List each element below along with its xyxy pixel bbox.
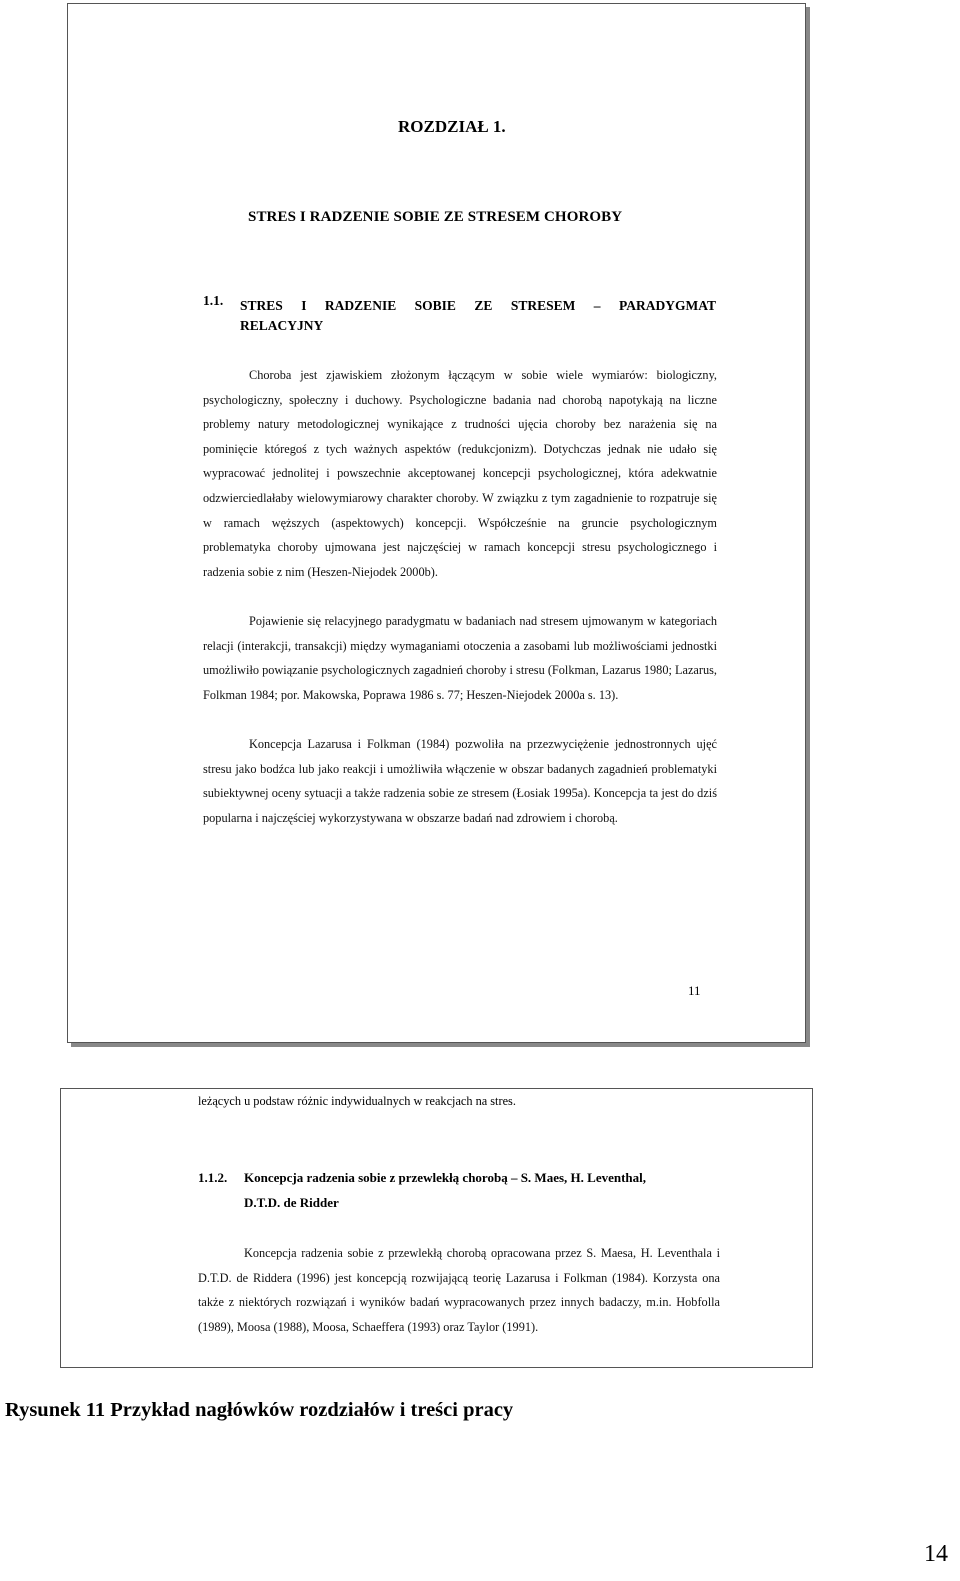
- subsection-title-line1: Koncepcja radzenia sobie z przewlekłą chorobą – S. Maes, H. Leventhal,: [244, 1170, 647, 1185]
- subsection-title-line2: D.T.D. de Ridder: [244, 1195, 339, 1210]
- continuation-line: leżących u podstaw różnic indywidualnych w reakcjach na stres.: [198, 1094, 516, 1108]
- paragraph-1: Choroba jest zjawiskiem złożonym łączącym w sobie wiele wymiarów: biologiczny, psychologiczny, społeczny i duchowy. Psychologiczne badania nad chorobą napotykają na liczne problemy natury metodologicznej wynikające z trudności ujęcia choroby bez narażenia się na pominięcie któregoś z tych ważnych aspektów (redukcjonizm). Dotychczas jednak nie udało się wypracować jednolitej i powszechnie akceptowanej koncepcji psychologicznej, która adekwatnie odzwierciedlałaby wielowymiarowy charakter choroby. W związku z tym zagadnienie to rozpatruje się w ramach węższych (aspektowych) koncepcji. Współcześnie na gruncie psychologicznym problematyka choroby ujmowana jest najczęściej w ramach koncepcji stresu psychologicznego i radzenia sobie z nim (Heszen-Niejodek 2000b).: [203, 368, 717, 579]
- chapter-heading: ROZDZIAŁ 1.: [398, 117, 506, 136]
- subsection-paragraph: Koncepcja radzenia sobie z przewlekłą chorobą opracowana przez S. Maesa, H. Leventhala i D.T.D. de Riddera (1996) jest koncepcją rozwijającą teorię Lazarusa i Folkman (1984). Korzysta ona także z niektórych rozwiązań i wyników badań wypracowanych przez innych badaczy, m.in. Hobfolla (1989), Moosa (1988), Moosa, Schaeffera (1993) oraz Taylor (1991).: [198, 1246, 720, 1334]
- document-page-11: [67, 3, 806, 1043]
- section-title-line2: RELACYJNY: [240, 318, 324, 333]
- section-number: 1.1.: [203, 293, 224, 308]
- page-number: 11: [688, 983, 701, 998]
- document-page-fragment: [60, 1088, 813, 1368]
- section-title-line1: STRES I RADZENIE SOBIE ZE STRESEM – PARADYGMAT: [240, 298, 716, 313]
- chapter-title: STRES I RADZENIE SOBIE ZE STRESEM CHOROBY: [248, 209, 623, 225]
- paragraph-2: Pojawienie się relacyjnego paradygmatu w badaniach nad stresem ujmowanym w kategoriach relacji (interakcji, transakcji) między wymaganiami otoczenia a zasobami lub możliwościami jednostki umożliwiło powiązanie psychologicznych zagadnień choroby i stresu (Folkman, Lazarus 1980; Lazarus, Folkman 1984; por. Makowska, Poprawa 1986 s. 77; Heszen-Niejodek 2000a s. 13).: [203, 614, 717, 702]
- subsection-number: 1.1.2.: [198, 1170, 228, 1185]
- paragraph-3: Koncepcja Lazarusa i Folkman (1984) pozwoliła na przezwyciężenie jednostronnych ujęć stresu jako bodźca lub jako reakcji i umożliwiła włączenie w obszar badanych zagadnień problematyki subiektywnej oceny sytuacji a także radzenia sobie ze stresem (Łosiak 1995a). Koncepcja ta jest do dziś popularna i najczęściej wykorzystywana w obszarze badań nad zdrowiem i chorobą.: [203, 737, 717, 825]
- figure-caption: Rysunek 11 Przykład nagłówków rozdziałów i treści pracy: [5, 1399, 514, 1421]
- page-number-footer: 14: [924, 1541, 948, 1567]
